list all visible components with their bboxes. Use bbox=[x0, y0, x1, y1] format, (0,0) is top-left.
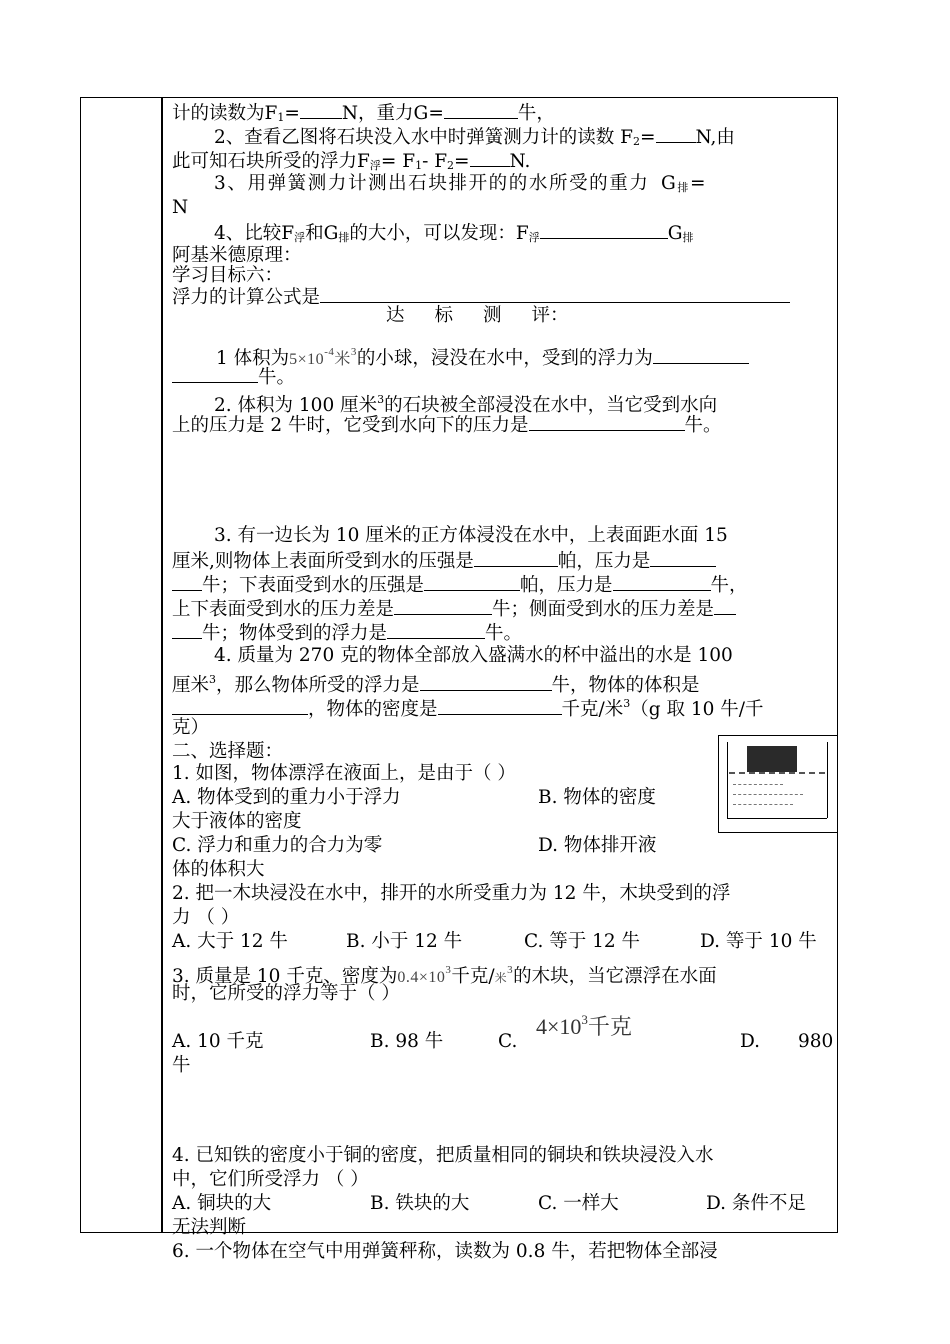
choice-4-options-cont: 无法判断 bbox=[172, 1217, 247, 1238]
blank[interactable] bbox=[444, 101, 518, 119]
blank[interactable] bbox=[172, 365, 258, 383]
choice-6: 6. 一个物体在空气中用弹簧秤称，读数为 0.8 牛，若把物体全部浸 bbox=[172, 1241, 718, 1262]
floating-object-figure bbox=[718, 735, 838, 833]
blank[interactable] bbox=[653, 346, 749, 364]
line-8: 学习目标六： bbox=[172, 265, 284, 286]
choice-4-cont: 中，它们所受浮力 （ ） bbox=[172, 1169, 369, 1190]
choice-1-cd: C. 浮力和重力的合力为零 D. 物体排开液 bbox=[172, 835, 657, 856]
question-3: 3. 有一边长为 10 厘米的正方体浸没在水中，上表面距水面 15 bbox=[214, 525, 728, 546]
floating-block bbox=[747, 746, 797, 772]
line-3: 此可知石块所受的浮力F浮= F1- F2= N. bbox=[172, 151, 531, 172]
blank[interactable] bbox=[656, 125, 696, 143]
choice-4-options: A. 铜块的大 B. 铁块的大 C. 一样大 D. 条件不足 bbox=[172, 1193, 806, 1214]
line-4: 3、用弹簧测力计测出石块排开的的水所受的重力 G排= bbox=[214, 173, 708, 194]
water-surface bbox=[729, 772, 825, 774]
choice-2-cont: 力 （ ） bbox=[172, 907, 240, 928]
choice-3: 3. 质量是 10 千克、密度为$0.4\times 10^3$千克/米3的木块，当它漂浮在水面 bbox=[172, 964, 717, 987]
blank[interactable] bbox=[387, 621, 485, 639]
choice-1-ab-cont: 大于液体的密度 bbox=[172, 811, 302, 832]
blank[interactable] bbox=[172, 573, 202, 591]
blank[interactable] bbox=[529, 413, 685, 431]
line-9: 浮力的计算公式是 bbox=[172, 285, 790, 309]
line-7: 阿基米德原理： bbox=[172, 245, 302, 266]
blank[interactable] bbox=[650, 549, 716, 567]
question-3-line-2: 厘米,则物体上表面所受到水的压强是 帕，压力是 bbox=[172, 549, 716, 573]
choice-3-cont: 时，它所受的浮力等于（ ） bbox=[172, 983, 400, 1004]
line-2: 2、查看乙图将石块没入水中时弹簧测力计的读数 F2= N,由 bbox=[214, 127, 735, 148]
choice-1-ab: A. 物体受到的重力小于浮力 B. 物体的密度 bbox=[172, 787, 656, 808]
section-choice-title: 二、选择题： bbox=[172, 741, 284, 762]
question-4-line-4: 克） bbox=[172, 717, 210, 738]
worksheet-content bbox=[172, 97, 834, 1262]
section-title: 达 标 测 评： bbox=[386, 305, 569, 326]
question-3-line-3: 牛；下表面受到水的压强是 帕，压力是 牛， bbox=[172, 573, 748, 597]
line-6: 4、比较F浮和G排的大小，可以发现：F浮 G排 bbox=[214, 223, 694, 244]
blank[interactable] bbox=[172, 621, 202, 639]
question-1-cont: 牛。 bbox=[172, 365, 295, 389]
blank[interactable] bbox=[540, 221, 668, 239]
choice-3-options-cont: 牛 bbox=[172, 1055, 191, 1076]
question-1: 1 体积为$5\times 10^{-4}$米$^3$的小球，浸没在水中，受到的浮力为 bbox=[216, 341, 749, 371]
blank[interactable] bbox=[172, 697, 308, 715]
question-4-line-2: 厘米$^3$，那么物体所受的浮力是 牛，物体的体积是 bbox=[172, 673, 700, 696]
choice-1: 1. 如图，物体漂浮在液面上，是由于（ ） bbox=[172, 763, 516, 784]
question-4: 4. 质量为 270 克的物体全部放入盛满水的杯中溢出的水是 100 bbox=[214, 645, 733, 666]
choice-2-options: A. 大于 12 牛 B. 小于 12 牛 C. 等于 12 牛 D. 等于 10 牛 bbox=[172, 931, 817, 952]
line-5: N bbox=[172, 197, 189, 218]
blank[interactable] bbox=[613, 573, 711, 591]
blank[interactable] bbox=[438, 697, 562, 715]
question-2-cont: 上的压力是 2 牛时，它受到水向下的压力是 牛。 bbox=[172, 415, 722, 436]
blank[interactable] bbox=[320, 285, 790, 303]
blank[interactable] bbox=[394, 597, 492, 615]
blank[interactable] bbox=[300, 101, 342, 119]
choice-2: 2. 把一木块浸没在水中，排开的水所受重力为 12 牛，木块受到的浮 bbox=[172, 883, 731, 904]
question-3-line-4: 上下表面受到水的压力差是 牛；侧面受到水的压力差是 bbox=[172, 597, 736, 621]
question-4-line-3: ，物体的密度是 千克/米$^3$（g 取 10 牛/千 bbox=[172, 693, 764, 721]
line-1: 计的读数为F1= N，重力G= 牛， bbox=[172, 103, 555, 124]
choice-1-cd-cont: 体的体积大 bbox=[172, 859, 265, 880]
left-column bbox=[80, 97, 162, 1233]
blank[interactable] bbox=[420, 673, 552, 691]
blank[interactable] bbox=[424, 573, 520, 591]
question-2: 2. 体积为 100 厘米$^3$的石块被全部浸没在水中，当它受到水向 bbox=[214, 393, 718, 416]
blank[interactable] bbox=[470, 149, 510, 167]
question-3-line-5: 牛；物体受到的浮力是 牛。 bbox=[172, 621, 522, 645]
choice-4: 4. 已知铁的密度小于铜的密度，把质量相同的铜块和铁块浸没入水 bbox=[172, 1145, 714, 1166]
blank[interactable] bbox=[474, 549, 558, 567]
choice-3-options: A. 10 千克 B. 98 牛 C. $4\times 10^3$千克 D. 980 bbox=[172, 1012, 834, 1052]
blank[interactable] bbox=[714, 597, 736, 615]
